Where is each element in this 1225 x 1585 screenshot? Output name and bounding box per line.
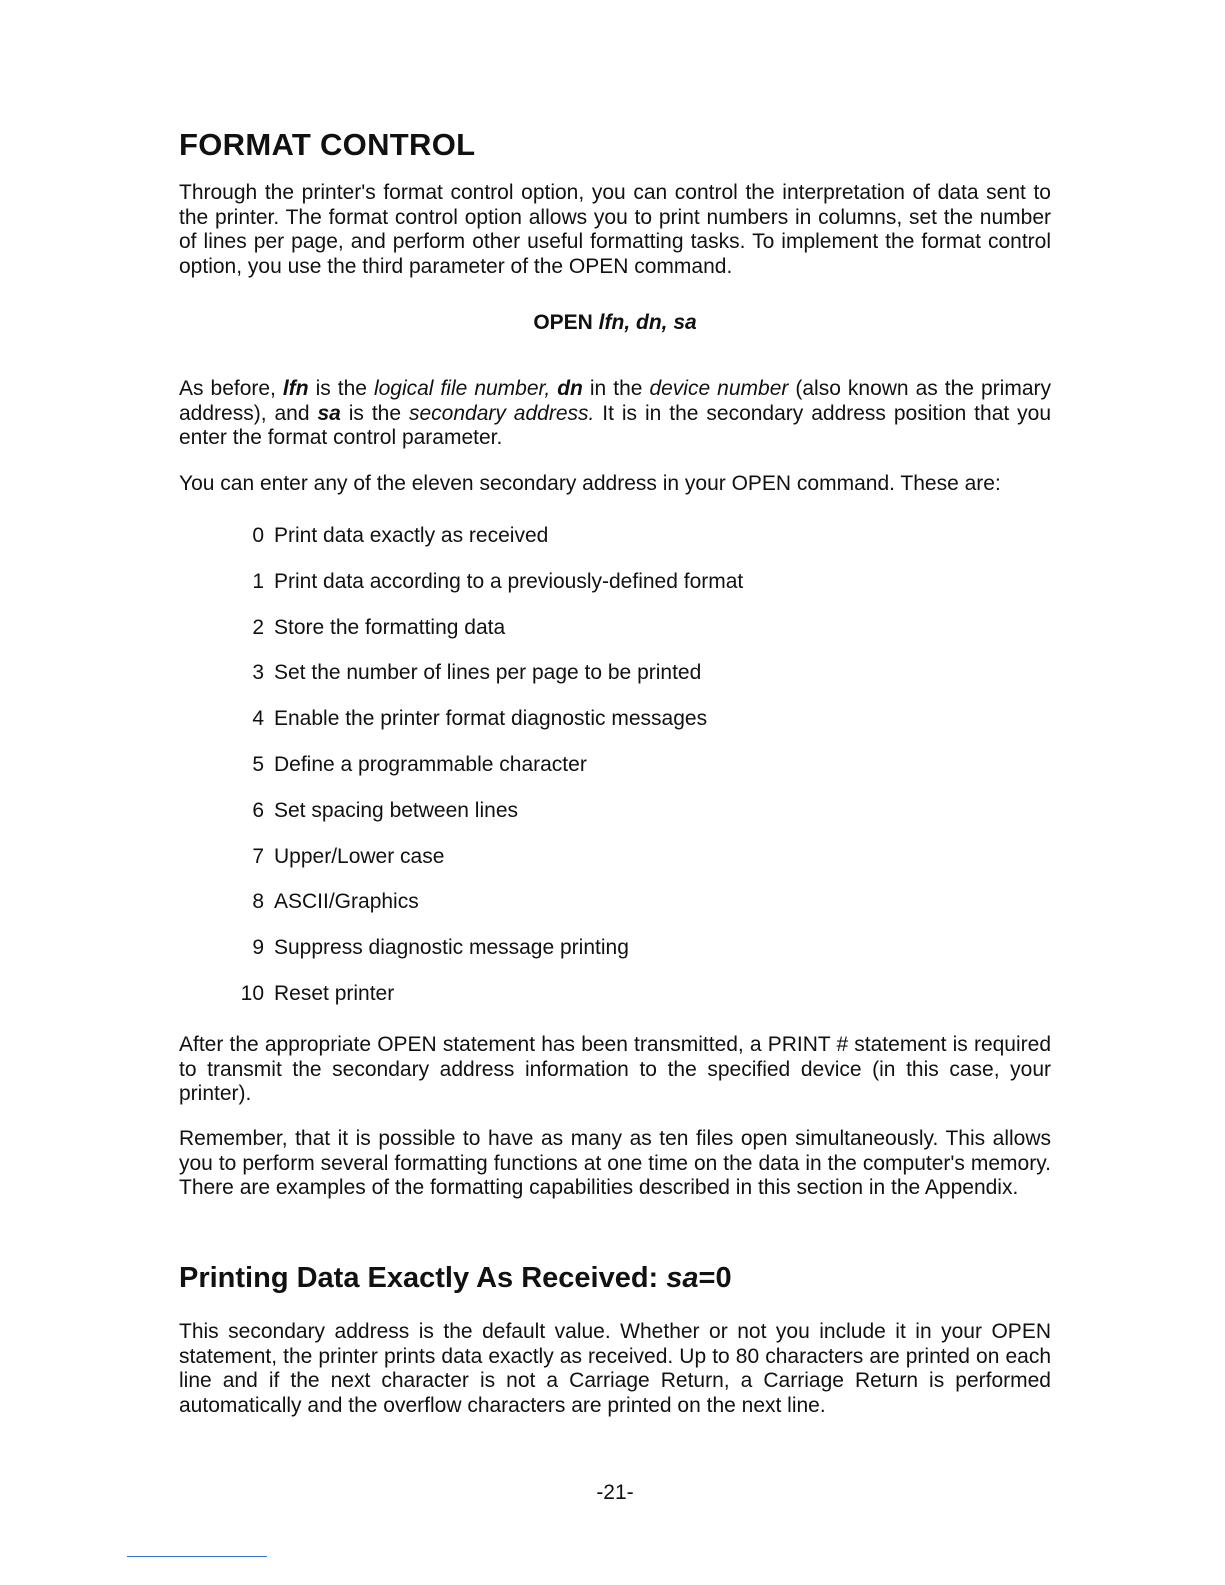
text-run: is the bbox=[308, 377, 374, 400]
section-body: This secondary address is the default value. Whether or not you include it in your OPEN statement, the printer prints data exactly as received. Up to 80 characters are printed on each line and if the next character is not a Carriage Return, a Carriage Return is performed automatically and the overflow characters are printed on the next line. bbox=[179, 1320, 1051, 1417]
dn-description: device number bbox=[649, 377, 789, 400]
list-item bbox=[229, 570, 743, 616]
list-item bbox=[229, 982, 743, 1028]
list-item-text: Set the number of lines per page to be printed bbox=[274, 661, 702, 685]
section-heading-text: Printing Data Exactly As Received: bbox=[179, 1262, 667, 1294]
section-heading-value: =0 bbox=[698, 1262, 732, 1294]
list-item-number: 7 bbox=[252, 844, 264, 868]
command-params: lfn, dn, sa bbox=[598, 311, 697, 334]
remember-paragraph: Remember, that it is possible to have as many as ten files open simultaneously. This allows you to perform several formatting functions at one time on the data in the computer's memory. There are examples of the formatting capabilities described in this section in the Appendix. bbox=[179, 1127, 1051, 1199]
list-item bbox=[229, 661, 743, 707]
section-heading-sa: sa bbox=[666, 1262, 699, 1294]
list-item-text: Print data according to a previously-defined format bbox=[274, 569, 744, 593]
sa-description: secondary address. bbox=[408, 401, 595, 425]
command-keyword: OPEN bbox=[533, 311, 593, 334]
list-item-number: 4 bbox=[252, 707, 264, 731]
params-paragraph bbox=[179, 377, 1051, 451]
scan-edge-line bbox=[127, 1556, 267, 1557]
list-item bbox=[229, 707, 743, 753]
text-run: is the bbox=[340, 401, 409, 425]
list-item-number: 2 bbox=[252, 615, 264, 639]
lfn-term: lfn bbox=[282, 377, 309, 400]
list-item-text: Suppress diagnostic message printing bbox=[274, 936, 629, 960]
document-page bbox=[179, 0, 1051, 1585]
secondary-address-list bbox=[229, 524, 743, 1028]
list-item bbox=[229, 524, 743, 570]
list-item-number: 10 bbox=[240, 981, 264, 1005]
text-run: in the bbox=[582, 377, 650, 400]
sa-term: sa bbox=[317, 401, 341, 425]
intro-paragraph: Through the printer's format control option, you can control the interpretation of data sent to the printer. The format control option allows you to print numbers in columns, set the number of lines per page, and perform other useful formatting tasks. To implement the format control option, you use the third parameter of the OPEN command. bbox=[179, 181, 1051, 278]
list-item-text: Print data exactly as received bbox=[274, 524, 549, 547]
list-item bbox=[229, 936, 743, 982]
dn-term: dn bbox=[557, 377, 583, 400]
text-run: As before, bbox=[179, 377, 283, 400]
page-heading: FORMAT CONTROL bbox=[179, 127, 476, 162]
list-item-number: 3 bbox=[252, 661, 264, 685]
list-item-text: Define a programmable character bbox=[274, 752, 587, 776]
list-item bbox=[229, 845, 743, 891]
list-item bbox=[229, 890, 743, 936]
open-command-syntax bbox=[179, 311, 1051, 335]
list-item-text: Store the formatting data bbox=[274, 615, 506, 639]
section-heading bbox=[179, 1262, 732, 1295]
list-item-number: 5 bbox=[252, 752, 264, 776]
list-item-number: 6 bbox=[252, 798, 264, 822]
list-item bbox=[229, 753, 743, 799]
list-item bbox=[229, 799, 743, 845]
list-item-text: Upper/Lower case bbox=[274, 844, 445, 868]
list-item-text: Reset printer bbox=[274, 981, 395, 1005]
list-item-text: Set spacing between lines bbox=[274, 798, 518, 822]
list-item-text: Enable the printer format diagnostic messages bbox=[274, 707, 708, 731]
lfn-description: logical file number, bbox=[373, 377, 551, 400]
text-run: It is in the secondary address position that you enter the format control parameter. bbox=[179, 401, 1051, 449]
after-open-paragraph: After the appropriate OPEN statement has been transmitted, a PRINT # statement is required to transmit the secondary address information to the specified device (in this case, your printer). bbox=[179, 1033, 1051, 1105]
list-item-number: 9 bbox=[252, 936, 264, 960]
list-item-text: ASCII/Graphics bbox=[274, 890, 419, 914]
page-number: -21- bbox=[596, 1481, 634, 1504]
list-item-number: 8 bbox=[252, 890, 264, 914]
list-item-number: 1 bbox=[252, 569, 264, 593]
list-intro: You can enter any of the eleven secondary address in your OPEN command. These are: bbox=[179, 472, 1001, 495]
text-run: (also known as the primary address), and bbox=[179, 377, 1051, 425]
list-item-number: 0 bbox=[252, 524, 264, 547]
list-item bbox=[229, 616, 743, 662]
